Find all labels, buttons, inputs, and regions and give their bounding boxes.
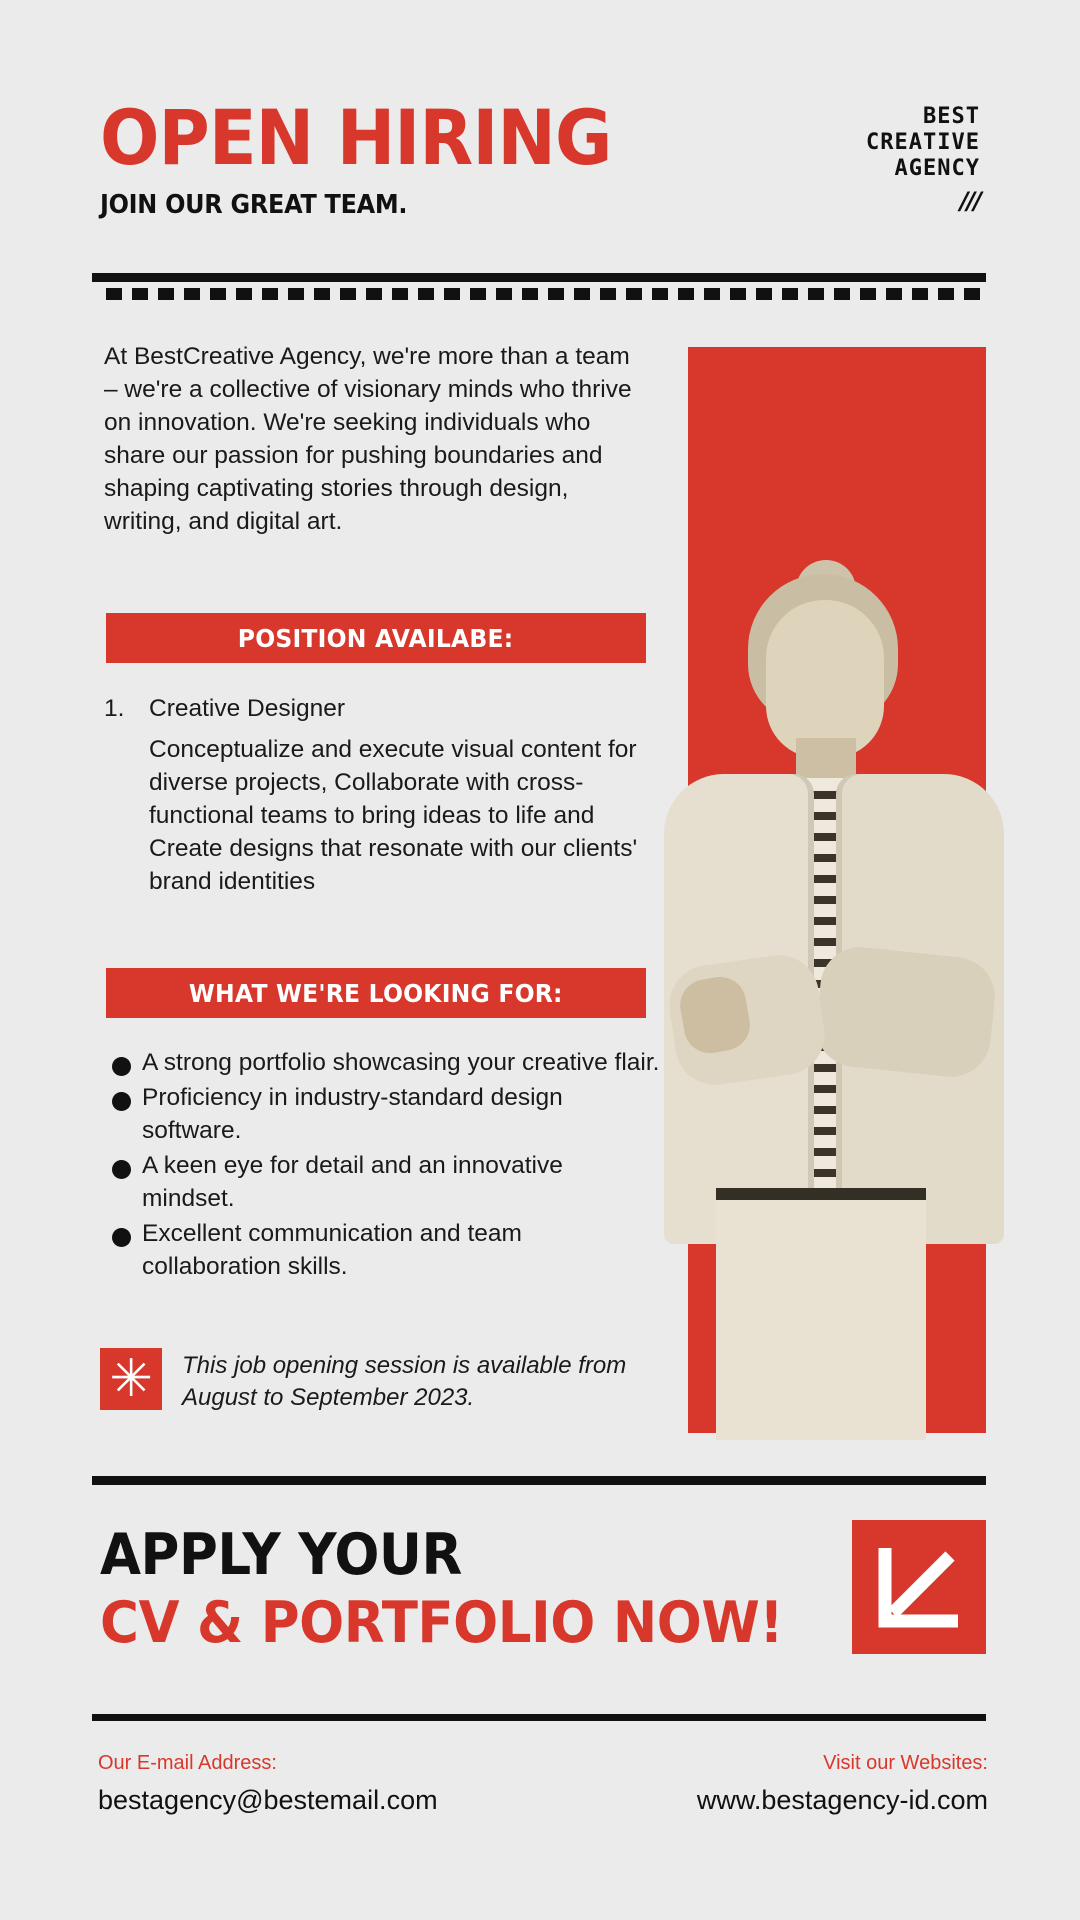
arrow-down-left-logo-icon bbox=[852, 1520, 986, 1654]
brand-line-1: BEST bbox=[923, 104, 980, 129]
divider-solid-top bbox=[92, 273, 986, 282]
email-label: Our E-mail Address: bbox=[98, 1752, 277, 1774]
position-role: Creative Designer bbox=[149, 695, 346, 722]
poster-header bbox=[100, 93, 980, 240]
cta-line-2: CV & PORTFOLIO NOW! bbox=[100, 1590, 784, 1656]
asterisk-icon bbox=[100, 1348, 162, 1410]
brand-line-2: CREATIVE bbox=[866, 130, 980, 155]
divider-footer-top bbox=[92, 1476, 986, 1485]
person-illustration bbox=[620, 560, 1020, 1440]
availability-note-text: This job opening session is available from August to September 2023. bbox=[182, 1352, 627, 1411]
title-block bbox=[100, 93, 656, 220]
position-list bbox=[104, 692, 649, 898]
section-banner-looking-label: WHAT WE'RE LOOKING FOR: bbox=[189, 978, 563, 1008]
requirement-text: Proficiency in industry-standard design software. bbox=[142, 1084, 563, 1144]
page-subtitle: JOIN OUR GREAT TEAM. bbox=[100, 190, 408, 220]
website-block bbox=[697, 1750, 988, 1818]
section-banner-looking bbox=[106, 968, 646, 1018]
list-item bbox=[100, 1217, 660, 1283]
bullet-dot-icon bbox=[100, 1081, 142, 1111]
list-item bbox=[104, 692, 649, 898]
email-block bbox=[98, 1750, 438, 1818]
website-label: Visit our Websites: bbox=[823, 1752, 988, 1774]
slashes-icon: /// bbox=[959, 187, 980, 215]
requirement-text: A strong portfolio showcasing your creative flair. bbox=[142, 1049, 660, 1076]
position-description: Conceptualize and execute visual content for diverse projects, Collaborate with cross-functional teams to bring ideas to life and Create designs that resonate with our clients' brand identities bbox=[149, 736, 638, 895]
availability-note bbox=[100, 1348, 660, 1414]
position-number: 1. bbox=[104, 695, 125, 722]
list-item bbox=[100, 1046, 660, 1079]
asterisk-glyph: ✳ bbox=[109, 1349, 153, 1409]
requirement-text: Excellent communication and team collaboration skills. bbox=[142, 1220, 522, 1280]
section-banner-position bbox=[106, 613, 646, 663]
section-banner-position-label: POSITION AVAILABE: bbox=[238, 623, 514, 653]
list-item bbox=[100, 1149, 660, 1215]
divider-footer-bottom bbox=[92, 1714, 986, 1721]
contact-row bbox=[98, 1750, 988, 1818]
position-body bbox=[149, 692, 649, 898]
bullet-dot-icon bbox=[100, 1149, 142, 1179]
bullet-dot-icon bbox=[100, 1217, 142, 1247]
list-item bbox=[100, 1081, 660, 1147]
brand-lockup bbox=[866, 104, 980, 214]
cta-line-1: APPLY YOUR bbox=[100, 1522, 462, 1588]
divider-dashed bbox=[106, 288, 986, 300]
brand-line-3: AGENCY bbox=[894, 156, 980, 181]
bullet-dot-icon bbox=[100, 1046, 142, 1076]
requirements-list bbox=[100, 1046, 660, 1285]
website-value[interactable]: www.bestagency-id.com bbox=[696, 1785, 988, 1815]
cta-block bbox=[100, 1522, 784, 1656]
page-title: OPEN HIRING bbox=[100, 93, 612, 182]
requirement-text: A keen eye for detail and an innovative mindset. bbox=[142, 1152, 563, 1212]
photo-portrait bbox=[620, 560, 1020, 1440]
email-value[interactable]: bestagency@bestemail.com bbox=[98, 1785, 438, 1815]
intro-paragraph: At BestCreative Agency, we're more than a team – we're a collective of visionary minds who thrive on innovation. We're seeking individuals who share our passion for pushing boundaries and shaping captivating stories through design, writing, and digital art. bbox=[104, 343, 632, 535]
